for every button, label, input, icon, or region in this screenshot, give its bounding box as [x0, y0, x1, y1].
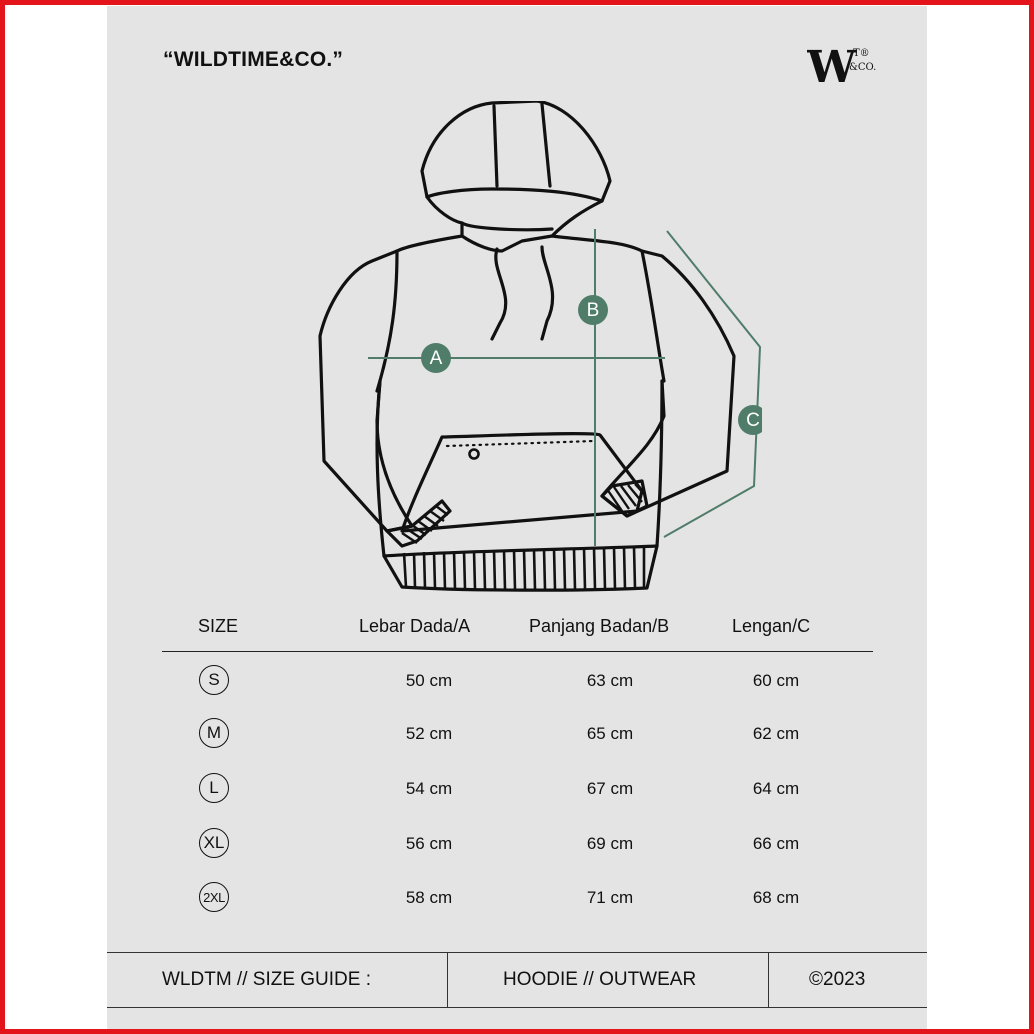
chest-width-value: 52 cm	[405, 724, 453, 743]
body-length-value: 63 cm	[586, 671, 634, 690]
right-sleeve-seam	[642, 251, 664, 381]
measure-badge-b	[578, 295, 608, 325]
drawstring-left	[492, 249, 506, 339]
sleeve-length-value: 62 cm	[752, 724, 800, 743]
pocket-button	[470, 450, 479, 459]
left-sleeve-seam	[377, 251, 397, 391]
header-body-length: Panjang Badan/B	[529, 616, 670, 636]
size-badge: S	[199, 665, 229, 695]
header-size: SIZE	[198, 616, 239, 636]
size-badge: 2XL	[199, 882, 229, 912]
chest-width-value: 56 cm	[405, 834, 453, 853]
measure-badge-c	[738, 405, 762, 435]
collar-inner	[462, 223, 552, 230]
measure-line-c	[664, 231, 760, 537]
measurement-lines	[368, 229, 760, 546]
footer-divider	[768, 953, 769, 1007]
left-cuff	[387, 501, 450, 546]
hood-seam-right	[542, 104, 550, 186]
drawstring-right	[542, 247, 553, 339]
size-badge: L	[199, 773, 229, 803]
svg-text:A: A	[429, 348, 443, 369]
table-header-rule	[162, 651, 873, 652]
right-torso	[657, 381, 662, 546]
hood-seam-left	[494, 106, 497, 186]
table-row	[107, 773, 927, 813]
left-sleeve	[320, 236, 462, 531]
logo-letter: W	[807, 42, 857, 90]
footer-category: HOODIE // OUTWEAR	[503, 969, 697, 990]
chest-width-value: 54 cm	[405, 779, 453, 798]
table-row	[107, 882, 927, 922]
hoodie-illustration	[302, 101, 762, 601]
chest-width-value: 50 cm	[405, 671, 453, 690]
measure-badge-a	[421, 343, 451, 373]
pocket-stitch	[447, 441, 594, 446]
sleeve-length-value: 68 cm	[752, 888, 800, 907]
body-length-value: 69 cm	[586, 834, 634, 853]
right-sleeve	[552, 236, 734, 516]
sleeve-length-value: 60 cm	[752, 671, 800, 690]
brand-logo	[807, 40, 877, 90]
footer-divider	[447, 953, 448, 1007]
sleeve-length-value: 66 cm	[752, 834, 800, 853]
svg-text:B: B	[586, 300, 600, 321]
table-row	[107, 665, 927, 705]
logo-sup: T®	[853, 48, 870, 59]
chest-width-value: 58 cm	[405, 888, 453, 907]
logo-sub: &CO.	[849, 62, 877, 73]
body-length-value: 71 cm	[586, 888, 634, 907]
footer-size-guide-label: WLDTM // SIZE GUIDE :	[162, 969, 372, 990]
size-badge: XL	[199, 828, 229, 858]
header-sleeve-length: Lengan/C	[732, 616, 811, 636]
brand-name: “WILDTIME&CO.”	[163, 48, 344, 71]
hood-opening	[427, 197, 602, 251]
header-chest-width: Lebar Dada/A	[359, 616, 471, 636]
size-guide-card	[107, 6, 927, 1030]
footer-bar	[107, 952, 927, 1008]
hood-outline	[422, 101, 610, 201]
footer-copyright: ©2023	[809, 969, 866, 990]
sleeve-length-value: 64 cm	[752, 779, 800, 798]
table-row	[107, 718, 927, 758]
body-length-value: 65 cm	[586, 724, 634, 743]
size-table-header	[107, 616, 927, 646]
body-length-value: 67 cm	[586, 779, 634, 798]
table-row	[107, 828, 927, 868]
size-badge: M	[199, 718, 229, 748]
svg-text:C: C	[746, 410, 760, 431]
